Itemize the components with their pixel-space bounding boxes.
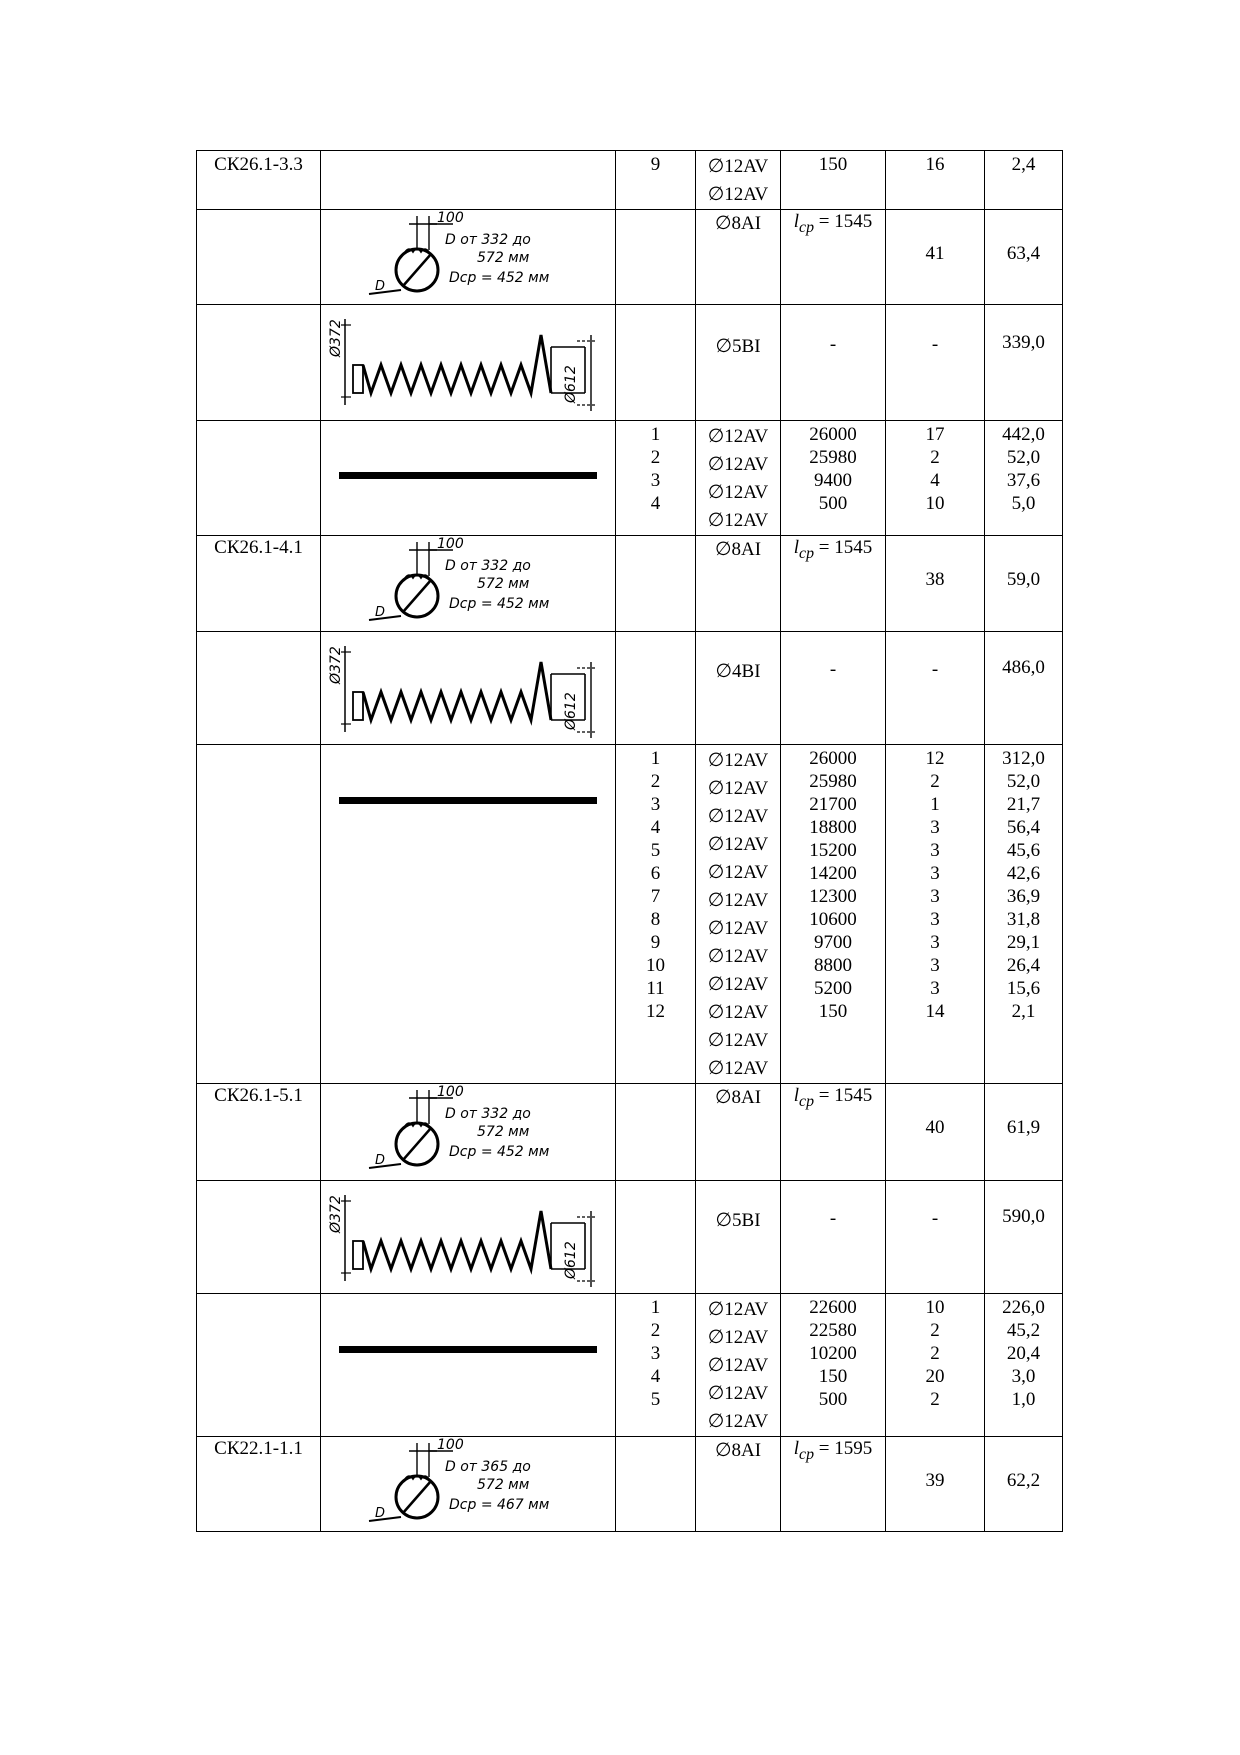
steel-cell <box>696 1084 781 1181</box>
mass-cell <box>985 1084 1063 1181</box>
reinforcement-spec-table <box>196 150 1063 1532</box>
cell-value: 8 <box>650 909 661 930</box>
pos-cell <box>616 151 696 210</box>
mm-572-label: 572 мм <box>477 1124 530 1140</box>
mark-cell <box>197 1294 321 1437</box>
cell-value: 40 <box>925 1117 945 1138</box>
cell-value: 56,4 <box>1006 817 1041 838</box>
cell-value: 9 <box>650 154 661 175</box>
diagram-cell-empty <box>321 151 616 210</box>
dim-100-label: 100 <box>437 1084 464 1100</box>
dim-100-label: 100 <box>437 1437 464 1453</box>
cell-value: 52,0 <box>1006 771 1041 792</box>
cell-value: 15200 <box>809 840 857 861</box>
cell-value: 1 <box>650 1297 661 1318</box>
diagram-cell <box>321 1437 616 1532</box>
dia-612-label: Ø612 <box>563 1241 579 1279</box>
cell-value: 26,4 <box>1006 955 1041 976</box>
pos-cell <box>616 1181 696 1294</box>
cell-value: 339,0 <box>1002 332 1045 353</box>
dia-612-label: Ø612 <box>563 692 579 730</box>
d-label: D <box>375 1506 386 1521</box>
cell-value: 9 <box>650 932 661 953</box>
ring-reinforcement-drawing <box>321 1437 616 1531</box>
cell-value: 3 <box>930 886 940 907</box>
cell-value: 3,0 <box>1011 1366 1036 1387</box>
steel-cell <box>696 305 781 421</box>
diagram-cell <box>321 745 616 1084</box>
diagram-cell <box>321 305 616 421</box>
d-range-label: D от 365 до <box>445 1459 531 1475</box>
mass-cell <box>985 536 1063 632</box>
steel-cell <box>696 1294 781 1437</box>
mark-cell <box>197 632 321 745</box>
cell-value: 150 <box>818 154 848 175</box>
length-cell <box>781 151 886 210</box>
length-cell <box>781 1084 886 1181</box>
steel-cell <box>696 210 781 305</box>
lcp-subscript: cp <box>799 1092 814 1110</box>
qty-cell <box>886 305 985 421</box>
cell-value: 3 <box>930 840 940 861</box>
lcp-symbol: l <box>793 537 800 558</box>
cell-value: 15,6 <box>1006 978 1041 999</box>
cell-value: 11 <box>646 978 665 999</box>
cell-value: 590,0 <box>1002 1206 1045 1227</box>
diagram-cell <box>321 536 616 632</box>
cell-value: 16 <box>925 154 945 175</box>
cell-value: ∅8AI <box>714 213 762 234</box>
cell-value: ∅12AV <box>707 1355 769 1376</box>
table-row <box>197 745 1063 1084</box>
table-row <box>197 1181 1063 1294</box>
cell-value: 3 <box>930 909 940 930</box>
length-cell <box>781 1437 886 1532</box>
steel-cell <box>696 1437 781 1532</box>
cell-value: 39 <box>925 1470 945 1491</box>
mark-label: СК26.1-5.1 <box>214 1085 303 1106</box>
length-cell <box>781 1294 886 1437</box>
steel-cell <box>696 151 781 210</box>
cell-value: 18800 <box>809 817 857 838</box>
cell-value: 25980 <box>809 771 857 792</box>
cell-value: 14 <box>925 1001 945 1022</box>
mm-572-label: 572 мм <box>477 250 530 266</box>
cell-value: 21700 <box>809 794 857 815</box>
table-row <box>197 421 1063 536</box>
pos-cell <box>616 305 696 421</box>
pos-cell <box>616 1084 696 1181</box>
table-row <box>197 210 1063 305</box>
dim-100-label: 100 <box>437 536 464 552</box>
cell-value: 26000 <box>809 424 857 445</box>
d-range-label: D от 332 до <box>445 232 531 248</box>
table-row <box>197 1084 1063 1181</box>
cell-value: 12 <box>925 748 945 769</box>
cell-value: 2 <box>930 1389 940 1410</box>
pos-cell <box>616 1294 696 1437</box>
mass-cell <box>985 421 1063 536</box>
cell-value: 3 <box>650 470 661 491</box>
cell-value: 14200 <box>809 863 857 884</box>
cell-value: 3 <box>650 1343 661 1364</box>
cell-value: 3 <box>930 863 940 884</box>
cell-value: 22600 <box>809 1297 857 1318</box>
cell-value: ∅12AV <box>707 974 769 995</box>
table-row <box>197 536 1063 632</box>
cell-value: - <box>931 1208 939 1229</box>
cell-value: ∅12AV <box>707 890 769 911</box>
ring-reinforcement-drawing <box>321 210 616 304</box>
pos-cell <box>616 745 696 1084</box>
cell-value: 1 <box>650 424 661 445</box>
cell-value: - <box>829 659 837 680</box>
dia-372-label: Ø372 <box>328 319 344 357</box>
cell-value: 1,0 <box>1011 1389 1036 1410</box>
cell-value: 2 <box>650 447 661 468</box>
cell-value: ∅12AV <box>707 1327 769 1348</box>
straight-bar <box>339 1346 597 1353</box>
cell-value: 36,9 <box>1006 886 1041 907</box>
cell-value: 2 <box>930 771 940 792</box>
cell-value: 52,0 <box>1006 447 1041 468</box>
length-cell <box>781 210 886 305</box>
cell-value: ∅12AV <box>707 454 769 475</box>
table-row <box>197 151 1063 210</box>
dim-100-label: 100 <box>437 210 464 226</box>
cell-value: ∅12AV <box>707 426 769 447</box>
mark-cell <box>197 1437 321 1532</box>
cell-value: ∅12AV <box>707 156 769 177</box>
cell-value: ∅5BI <box>715 336 761 357</box>
cell-value: ∅12AV <box>707 1299 769 1320</box>
mark-cell <box>197 421 321 536</box>
steel-cell <box>696 421 781 536</box>
cell-value: ∅12AV <box>707 834 769 855</box>
table-row <box>197 305 1063 421</box>
cell-value: 29,1 <box>1006 932 1041 953</box>
lcp-value: = 1545 <box>818 537 873 558</box>
cell-value: 3 <box>930 817 940 838</box>
lcp-subscript: cp <box>799 544 814 562</box>
cell-value: 2 <box>650 771 661 792</box>
cell-value: 25980 <box>809 447 857 468</box>
d-mean-label: Dср = 452 мм <box>449 596 550 612</box>
cell-value: 312,0 <box>1002 748 1045 769</box>
cell-value: 45,2 <box>1006 1320 1041 1341</box>
cell-value: 22580 <box>809 1320 857 1341</box>
lcp-subscript: cp <box>799 218 814 236</box>
cell-value: 5,0 <box>1011 493 1036 514</box>
cell-value: 1 <box>650 748 661 769</box>
diagram-cell <box>321 421 616 536</box>
cell-value: 61,9 <box>1006 1117 1041 1138</box>
mark-cell <box>197 1084 321 1181</box>
cell-value: ∅8AI <box>714 539 762 560</box>
cell-value: 2,1 <box>1011 1001 1036 1022</box>
spiral-reinforcement-drawing <box>321 632 616 744</box>
cell-value: 12300 <box>809 886 857 907</box>
cell-value: 20,4 <box>1006 1343 1041 1364</box>
cell-value: ∅12AV <box>707 918 769 939</box>
pos-cell <box>616 1437 696 1532</box>
lcp-symbol: l <box>793 211 800 232</box>
cell-value: 10600 <box>809 909 857 930</box>
steel-cell <box>696 745 781 1084</box>
mass-cell <box>985 632 1063 745</box>
cell-value: ∅12AV <box>707 1058 769 1079</box>
cell-value: 3 <box>930 955 940 976</box>
lcp-value: = 1545 <box>818 211 873 232</box>
qty-cell <box>886 632 985 745</box>
cell-value: ∅12AV <box>707 1411 769 1432</box>
cell-value: 63,4 <box>1006 243 1041 264</box>
cell-value: ∅12AV <box>707 778 769 799</box>
length-cell <box>781 536 886 632</box>
mass-cell <box>985 210 1063 305</box>
cell-value: ∅12AV <box>707 1383 769 1404</box>
cell-value: 45,6 <box>1006 840 1041 861</box>
qty-cell <box>886 1437 985 1532</box>
qty-cell <box>886 421 985 536</box>
cell-value: 26000 <box>809 748 857 769</box>
cell-value: 5 <box>650 1389 661 1410</box>
lcp-value: = 1595 <box>818 1438 873 1459</box>
diagram-cell <box>321 1294 616 1437</box>
cell-value: 2,4 <box>1011 154 1036 175</box>
cell-value: 2 <box>650 1320 661 1341</box>
cell-value: 7 <box>650 886 661 907</box>
cell-value: ∅12AV <box>707 806 769 827</box>
cell-value: 2 <box>930 1343 940 1364</box>
straight-bar <box>339 797 597 804</box>
mass-cell <box>985 1181 1063 1294</box>
cell-value: 10 <box>925 1297 945 1318</box>
spiral-reinforcement-drawing <box>321 1181 616 1293</box>
cell-value: 17 <box>925 424 945 445</box>
d-mean-label: Dср = 467 мм <box>449 1497 550 1513</box>
cell-value: 4 <box>650 817 661 838</box>
cell-value: 4 <box>650 1366 661 1387</box>
qty-cell <box>886 1294 985 1437</box>
cell-value: ∅12AV <box>707 510 769 531</box>
cell-value: 37,6 <box>1006 470 1041 491</box>
cell-value: 38 <box>925 569 945 590</box>
cell-value: 5200 <box>814 978 852 999</box>
steel-cell <box>696 1181 781 1294</box>
mass-cell <box>985 1437 1063 1532</box>
pos-cell <box>616 536 696 632</box>
cell-value: 3 <box>930 978 940 999</box>
lcp-value: = 1545 <box>818 1085 873 1106</box>
mass-cell <box>985 1294 1063 1437</box>
pos-cell <box>616 421 696 536</box>
cell-value: ∅12AV <box>707 946 769 967</box>
cell-value: ∅4BI <box>715 661 761 682</box>
cell-value: 20 <box>925 1366 945 1387</box>
table-row <box>197 1294 1063 1437</box>
qty-cell <box>886 151 985 210</box>
cell-value: ∅12AV <box>707 184 769 205</box>
cell-value: ∅12AV <box>707 862 769 883</box>
d-range-label: D от 332 до <box>445 558 531 574</box>
dia-372-label: Ø372 <box>328 646 344 684</box>
diagram-cell <box>321 1181 616 1294</box>
qty-cell <box>886 536 985 632</box>
steel-cell <box>696 632 781 745</box>
cell-value: 150 <box>818 1366 848 1387</box>
cell-value: 21,7 <box>1006 794 1041 815</box>
qty-cell <box>886 210 985 305</box>
d-range-label: D от 332 до <box>445 1106 531 1122</box>
d-label: D <box>375 279 386 294</box>
cell-value: ∅5BI <box>715 1210 761 1231</box>
lcp-subscript: cp <box>799 1445 814 1463</box>
cell-value: ∅12AV <box>707 1002 769 1023</box>
cell-value: 5 <box>650 840 661 861</box>
cell-value: ∅8AI <box>714 1087 762 1108</box>
cell-value: 62,2 <box>1006 1470 1041 1491</box>
cell-value: 42,6 <box>1006 863 1041 884</box>
diagram-cell <box>321 1084 616 1181</box>
cell-value: 10 <box>646 955 665 976</box>
cell-value: 486,0 <box>1002 657 1045 678</box>
lcp-symbol: l <box>793 1438 800 1459</box>
cell-value: - <box>931 334 939 355</box>
cell-value: 500 <box>818 1389 848 1410</box>
qty-cell <box>886 1084 985 1181</box>
mark-cell <box>197 536 321 632</box>
mass-cell <box>985 745 1063 1084</box>
dia-612-label: Ø612 <box>563 365 579 403</box>
cell-value: ∅12AV <box>707 482 769 503</box>
table-row <box>197 632 1063 745</box>
cell-value: 442,0 <box>1002 424 1045 445</box>
mark-label: СК22.1-1.1 <box>214 1438 303 1459</box>
qty-cell <box>886 1181 985 1294</box>
pos-cell <box>616 210 696 305</box>
cell-value: 500 <box>818 493 848 514</box>
cell-value: 4 <box>930 470 940 491</box>
ring-reinforcement-drawing <box>321 1084 616 1178</box>
mark-label: СК26.1-4.1 <box>214 537 303 558</box>
mass-cell <box>985 151 1063 210</box>
mark-cell <box>197 151 321 210</box>
mm-572-label: 572 мм <box>477 576 530 592</box>
cell-value: - <box>829 1208 837 1229</box>
cell-value: 59,0 <box>1006 569 1041 590</box>
d-label: D <box>375 1153 386 1168</box>
cell-value: 31,8 <box>1006 909 1041 930</box>
cell-value: - <box>931 659 939 680</box>
cell-value: ∅12AV <box>707 1030 769 1051</box>
cell-value: 41 <box>925 243 945 264</box>
cell-value: 226,0 <box>1002 1297 1045 1318</box>
cell-value: 6 <box>650 863 661 884</box>
d-label: D <box>375 605 386 620</box>
cell-value: 8800 <box>814 955 852 976</box>
straight-bar <box>339 472 597 479</box>
mark-cell <box>197 745 321 1084</box>
cell-value: ∅12AV <box>707 750 769 771</box>
mark-cell <box>197 1181 321 1294</box>
diagram-cell <box>321 632 616 745</box>
cell-value: 3 <box>650 794 661 815</box>
length-cell <box>781 745 886 1084</box>
cell-value: 9400 <box>814 470 852 491</box>
length-cell <box>781 305 886 421</box>
lcp-symbol: l <box>793 1085 800 1106</box>
length-cell <box>781 1181 886 1294</box>
mass-cell <box>985 305 1063 421</box>
mm-572-label: 572 мм <box>477 1477 530 1493</box>
dia-372-label: Ø372 <box>328 1195 344 1233</box>
mark-cell <box>197 305 321 421</box>
mark-cell <box>197 210 321 305</box>
pos-cell <box>616 632 696 745</box>
cell-value: 1 <box>930 794 940 815</box>
cell-value: 9700 <box>814 932 852 953</box>
d-mean-label: Dср = 452 мм <box>449 1144 550 1160</box>
ring-reinforcement-drawing <box>321 536 616 630</box>
length-cell <box>781 632 886 745</box>
cell-value: 4 <box>650 493 661 514</box>
cell-value: 10200 <box>809 1343 857 1364</box>
cell-value: - <box>829 334 837 355</box>
cell-value: 150 <box>818 1001 848 1022</box>
cell-value: 2 <box>930 447 940 468</box>
spiral-reinforcement-drawing <box>321 305 616 417</box>
steel-cell <box>696 536 781 632</box>
diagram-cell <box>321 210 616 305</box>
qty-cell <box>886 745 985 1084</box>
cell-value: ∅8AI <box>714 1440 762 1461</box>
cell-value: 12 <box>646 1001 665 1022</box>
cell-value: 2 <box>930 1320 940 1341</box>
d-mean-label: Dср = 452 мм <box>449 270 550 286</box>
mark-label: СК26.1-3.3 <box>214 154 303 175</box>
table-row <box>197 1437 1063 1532</box>
cell-value: 10 <box>925 493 945 514</box>
cell-value: 3 <box>930 932 940 953</box>
length-cell <box>781 421 886 536</box>
